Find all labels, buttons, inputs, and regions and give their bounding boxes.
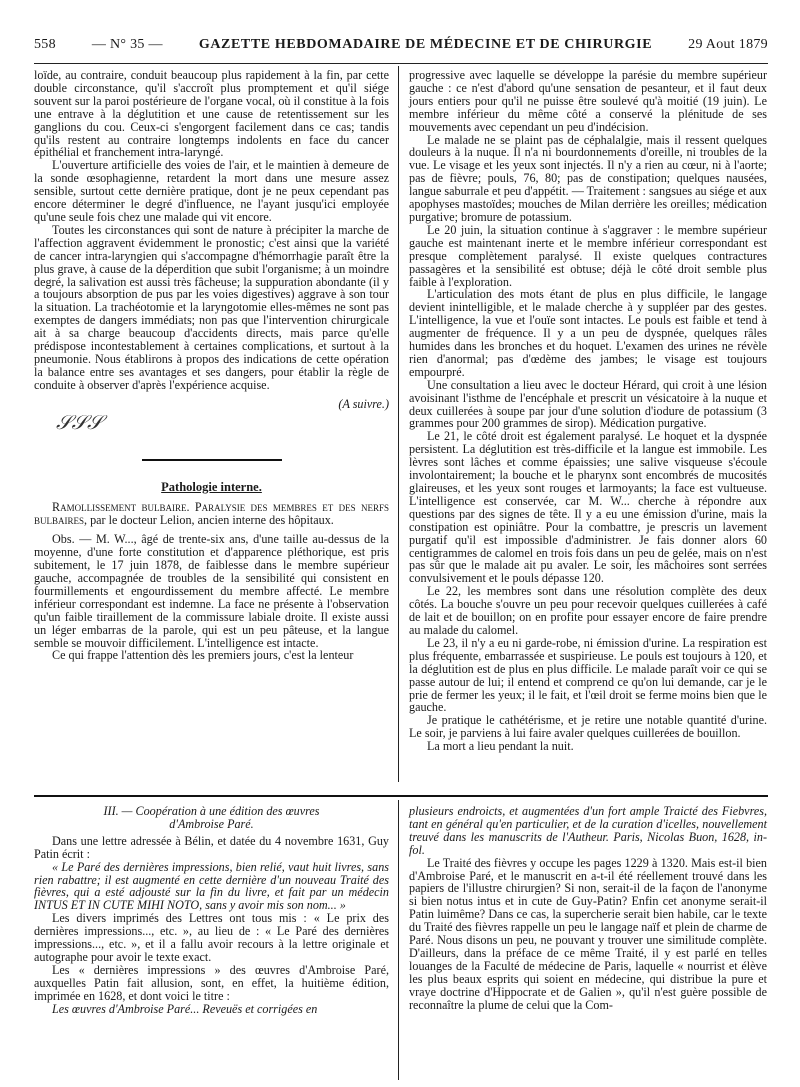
observation: Obs. — M. W..., âgé de trente-six ans, d'une taille au-dessus de la moyenne, d'une forte constitution et d'apparence pléthorique, est pris subitement, le 17 juin 1878, de faiblesse dans le membre supérieur gauche, accompagnée de troubles de la sensibilité qui consistent en fourmillements et engourdissement du membre affecté. Le membre inférieur correspondant est indemne. La face ne présente à l'observation qu'un faible tiraillement de la commissure labiale droite. Il existe aussi un léger embarras de la parole, qui est un peu pâteuse, et la langue semble se mouvoir difficilement. L'intelligence est intacte. — [34, 532, 389, 650]
column-divider — [398, 66, 399, 782]
paragraph: Dans une lettre adressée à Bélin, et datée du 4 novembre 1631, Guy Patin écrit : — [34, 833, 389, 861]
column-lower-right — [409, 805, 767, 1012]
paragraph: Une consultation a lieu avec le docteur Hérard, qui croit à une lésion avoisinant l'isthme de l'encéphale et prescrit un vésicatoire à la nuque et deux cuillerées à soupe par jour d'une solution d'iodure de potassium (3 grammes pour 200 grammes de sirop). Médication purgative. — [409, 377, 767, 431]
paragraph: Ce qui frappe l'attention dès les premiers jours, c'est la lenteur — [52, 648, 354, 663]
paragraph: Le malade ne se plaint pas de céphalalgie, mais il ressent quelques douleurs à la nuque. Il n'a ni bourdonnements d'oreille, ni troubles de la vue. Le visage et les yeux sont injectés. Il n'y a rien au cœur, ni à l'aorte; pas de fièvre; pouls, 76, 80; pas de constipation; quelques nausées, langue saburrale et peu d'appétit. — Traitement : sangsues au siége et aux apophyses mastoïdes; mouches de Milan derrière les oreilles; médication purgative; bromure de potassium. — [409, 132, 767, 224]
paragraph: L'articulation des mots étant de plus en plus difficile, le langage devient inintelligible, et le malade cherche à y suppléer par des gestes. L'intelligence, la vue et l'ouïe sont intactes. Le pouls est faible et tend à augmenter de fréquence. Il y a un peu de dyspnée, quelques râles humides dans les bronches et du hoquet. L'examen des urines ne révèle rien d'anormal; pas d'œdème des jambes; le visage est toujours empourpré. — [409, 287, 767, 379]
article-title: Ramollissement bulbaire. Paralysie des membres et des nerfs bulbaires, — [34, 500, 389, 528]
feuilleton-title: III. — Coopération à une édition des œuvres — [103, 804, 320, 818]
quotation: « Le Paré des dernières impressions, bien relié, vaut huit livres, sans rien rabattre; il est augmenté en cette dernière d'un nouveau Traité des fièvres, qui a esté adjousté sur la fin du livre, et fait par un médecin INTUS ET IN CUTE MIHI NOTO, sans y avoir mis son nom... » — [34, 859, 389, 913]
paragraph: loïde, au contraire, conduit beaucoup plus rapidement à la fin, par cette double circonstance, qu'il s'accroît plus promptement et qu'il siége souvent sur la paroi postérieure de l'organe vocal, où il constitue à la fois une entrave à la déglutition et une cause de retentissement sur les ganglions du cou. Ceux-ci s'engorgent facilement dans ce cas; tandis qu'ils restent au contraire longtemps indolents en face du cancer épithélial et franchement intra-laryngé. — [34, 68, 389, 160]
feuilleton-rule — [34, 795, 768, 797]
article-heading — [34, 501, 389, 527]
section-title: Pathologie interne. — [161, 479, 262, 494]
section-rule — [142, 459, 282, 461]
journal-title: GAZETTE HEBDOMADAIRE DE MÉDECINE ET DE CHIRURGIE — [198, 37, 653, 52]
book-title: Les œuvres d'Ambroise Paré... Reveuës et corrigées en — [52, 1001, 318, 1016]
paragraph: L'ouverture artificielle des voies de l'air, et le maintien à demeure de la sonde œsophagienne, retardent la mort dans une mesure assez sensible, surtout cette dernière pratique, dont je ne peux cependant pas encore déterminer le degré d'influence, ne l'ayant jusqu'ici employée qu'une seule fois chez une malade qui vit encore. — [34, 158, 389, 224]
issue-date: 29 Aout 1879 — [688, 37, 768, 52]
paragraph: Je pratique le cathétérisme, et je retire une notable quantité d'urine. Le soir, je parviens à lui faire avaler quelques cuillerées de bouillon. — [409, 713, 767, 741]
article-author: par le docteur Lelion, ancien interne des hôpitaux. — [87, 513, 334, 528]
column-divider-lower — [398, 800, 399, 1080]
issue-number: — N° 35 — — [91, 37, 163, 52]
paragraph: Le 20 juin, la situation continue à s'aggraver : le membre supérieur gauche est maintenant inerte et le membre inférieur correspondant est presque complètement paralysé. Il existe quelques contractures passagères et la sensibilité est obtuse; déjà le côté droit semble plus faible à l'exploration. — [409, 222, 767, 289]
paragraph: progressive avec laquelle se développe la parésie du membre supérieur gauche : ce n'est d'abord qu'une sensation de pesanteur, et il faut deux jours entiers pour qu'il ne puisse être soulevé qu'à moitié (19 juin). Le membre inférieur du même côté a conservé la plénitude de ses mouvements avec cependant un peu d'indécision. — [409, 68, 767, 134]
column-lower-left — [34, 805, 389, 1016]
paragraph: Le 23, il n'y a eu ni garde-robe, ni émission d'urine. La respiration est plus fréquente, embarrassée et suspirieuse. Le pouls est toujours à 120, et la déglutition est de plus en plus difficile. Le malade paraît voir ce qui se passe autour de lui; il entend et comprend ce qu'on lui demande, car je le prie de fermer les yeux; il le fait, et l'œil droit se ferme moins bien que le gauche. — [409, 635, 767, 715]
book-title-cont: plusieurs endroicts, et augmentées d'un fort ample Traicté des Fiebvres, tant en général qu'en particulier, et de la curation d'icelles, nouvellement treuvé dans les manuscrits de l'Autheur. Paris, Nicolas Buon, 1628, in-fol. — [409, 804, 767, 857]
handwritten-signature: 𝒮𝒮𝒮 — [56, 411, 103, 434]
paragraph: La mort a lieu pendant la nuit. — [427, 739, 574, 754]
paragraph: Les divers imprimés des Lettres ont tous mis : « Le prix des dernières impressions..., etc. », au lieu de : « Le Paré des dernières impressions..., etc. », et il a fallu avoir recours à la lettre originale et autographe pour avoir le texte exact. — [34, 911, 389, 964]
paragraph: Le Traité des fièvres y occupe les pages 1229 à 1320. Mais est-il bien d'Ambroise Paré, et le manuscrit en a-t-il été réellement trouvé dans les papiers de l'illustre chirurgien? Si non, serait-il de la façon de l'anonyme si bien notus intus et in cute de Guy-Patin? Enfin cet anonyme serait-il Patin luimême? Dans ce cas, la supercherie serait bien habile, car le texte du Traité des fièvres rappelle un peu le langage naïf et plein de charme de Paré. Nous disons un peu, ne pouvant y trouver une similitude complète. D'ailleurs, dans la préface de ce même Traité, il y est parlé en telles louanges de la Faculté de médecine de Paris, laquelle « nourrist et élève les plus beaux esprits qui soient en médecine, qui distribue la pure et vraye doctrine d'Hippocrate et de Galien », qu'il n'est guère possible de reconnaître la plume de celui que la Com- — [409, 855, 768, 1012]
page-number: 558 — [34, 37, 56, 52]
header-rule — [34, 63, 768, 64]
paragraph: Toutes les circonstances qui sont de nature à précipiter la marche de l'affection aggravent évidemment le pronostic; c'est ainsi que la variété de cancer intra-laryngien qui s'accompagne d'hémorrhagie paraît être la plus grave, à cause de la déperdition que subit l'organisme; à un moindre degré, la salivation est aussi très fâcheuse; la suppuration abondante (il y a toujours absorption de pus par les voies digestives) aggrave à son tour la situation. La trachéotomie et la laryngotomie elles-mêmes ne sont pas exemptes de dangers immédiats; non pas que l'intervention chirurgicale ait à sa charge beaucoup d'accidents directs, mais parce qu'elle prédispose incontestablement à certaines complications, et surtout à la pneumonie. Nous établirons à propos des indications de cette opération la balance entre ses avantages et ses dangers, pour établir la règle de conduite à observer d'après l'expérience acquise. — [34, 222, 389, 392]
feuilleton-subtitle: d'Ambroise Paré. — [169, 816, 254, 831]
column-right — [409, 69, 767, 753]
paragraph: Les « dernières impressions » des œuvres d'Ambroise Paré, auxquelles Patin fait allusion, sont, en effet, la huitième édition, imprimée en 1628, et dont voici le titre : — [34, 962, 389, 1003]
column-left — [34, 69, 389, 662]
paragraph: Le 22, les membres sont dans une résolution complète des deux côtés. La bouche s'ouvre un peu pour recevoir quelques cuillerées à café de lait et de bouillon; on en profite pour essayer encore de faire prendre au malade du calomel. — [409, 584, 767, 637]
page-header — [34, 37, 768, 59]
paragraph: Le 21, le côté droit est également paralysé. Le hoquet et la dyspnée persistent. La déglutition est très-difficile et la langue est immobile. Les lèvres sont lâches et comme épaissies; une salive visqueuse s'écoule involontairement; la bouche et le pharynx sont encombrés de mucosités glaireuses, et les yeux sont rouges et larmoyants; la face est vultueuse. L'intelligence est conservée, car M. W... cherche à répondre aux questions par des signes de tête. Il y a eu une émission d'urine, mais la constipation est opiniâtre. Pour la combattre, je prescris un lavement purgatif qu'il est impossible d'administrer. Je fais donner alors 60 centigrammes de calomel en trois fois dans un peu de gelée, mais on n'est pas sûr que le malade ait pu avaler. Le soir, les mâchoires sont serrées convulsivement et le pouls dépasse 120. — [409, 429, 767, 586]
to-be-continued: (A suivre.) — [338, 396, 389, 411]
